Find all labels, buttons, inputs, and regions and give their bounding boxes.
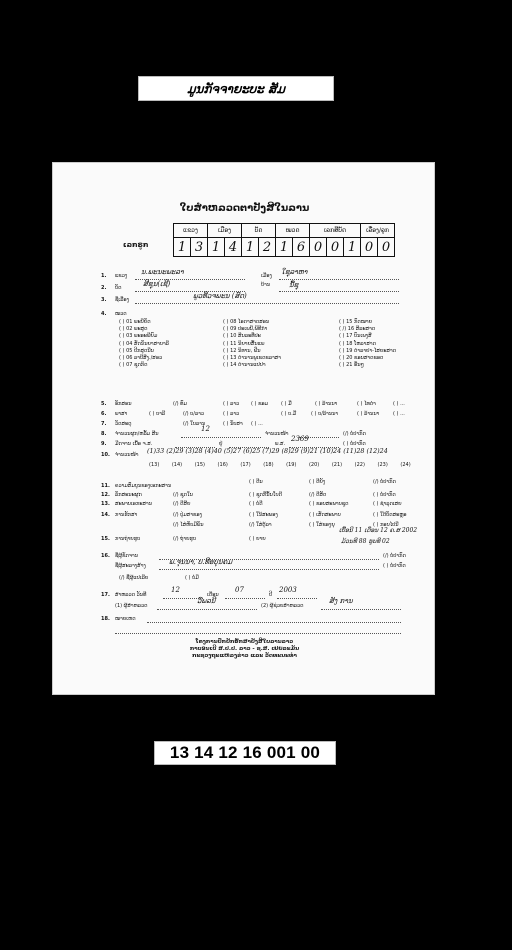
village-value: ນື້ຊຸ bbox=[289, 281, 299, 289]
row-number: 18. bbox=[101, 616, 110, 622]
form-title: ໃບສຳຫລວດຕາປັງສີໃນລານ bbox=[179, 203, 310, 214]
title-value: ພູວທີ່ວຈພະນ (ສົດ) bbox=[193, 292, 247, 300]
category-column-2 bbox=[223, 319, 281, 369]
surveyor-line bbox=[157, 609, 257, 610]
material-option[interactable]: ( ) ... bbox=[251, 421, 263, 427]
preservation-option[interactable]: ( ) ກອບໄປນີ bbox=[373, 522, 399, 528]
row-number: 10. bbox=[101, 452, 110, 458]
row-number: 6. bbox=[101, 411, 107, 417]
script-option[interactable]: (/) ທົມ bbox=[173, 401, 187, 407]
date-label: ມີດຈານ ເນື້ອ ຈ.ສ. bbox=[115, 441, 153, 447]
header-label: ມູນກັຈຈາຍະບະ ສັມ bbox=[138, 76, 334, 101]
photo-label: ການຖ່າຍຮູບ bbox=[115, 536, 141, 542]
category-column-3 bbox=[339, 319, 396, 369]
category-option[interactable]: ( ) 21 ອື່ນໆ bbox=[339, 362, 364, 369]
assistant-value: ສັງ ການ bbox=[329, 597, 353, 605]
bundles-label: ຈຳນວນຜູກ/ຫລັ້ມ ສີນ bbox=[115, 431, 159, 437]
code-table bbox=[173, 223, 395, 257]
title-label: ຊື່ເລື່ອງ bbox=[115, 297, 130, 303]
category-option[interactable]: ( ) 01 ພະບີຍັດ bbox=[119, 319, 151, 325]
pages-option[interactable]: (/) ບໍ່ປາກົດ bbox=[343, 431, 366, 437]
language-option[interactable]: ( ) ລາວ bbox=[223, 411, 240, 417]
footer-line: ກະຊວງຖະແຫລງຂ່າວ ແລະ ວັດທະນະທຳ bbox=[192, 653, 297, 659]
script-option[interactable]: ( ) ຂອມ bbox=[251, 401, 269, 407]
assistant-line bbox=[321, 609, 401, 610]
row-number: 11. bbox=[101, 483, 110, 489]
district-line bbox=[279, 279, 399, 280]
language-option[interactable]: ( ) ບ.ມື bbox=[281, 411, 297, 417]
village-label: ບ້ານ bbox=[261, 282, 271, 288]
translator-option[interactable]: ( ) ບໍ່ມີ bbox=[185, 575, 199, 581]
survey-month-line bbox=[225, 598, 265, 599]
completeness-option[interactable]: ( ) ດີນ bbox=[249, 479, 263, 485]
surveyor-label: (1) ຜູ້ສຳຫລວດ bbox=[115, 603, 148, 609]
language-option[interactable]: ( ) ລ້ານນາ bbox=[357, 411, 380, 417]
script-option[interactable]: ( ) ລ້ານນາ bbox=[315, 401, 338, 407]
language-option[interactable]: ( ) ບ/ລ້ານນາ bbox=[311, 411, 339, 417]
script-option[interactable]: ( ) ... bbox=[393, 401, 405, 407]
date-label-3: ພ.ສ. bbox=[275, 441, 286, 447]
pagecount-value: (1)33 (2)29 (3)28 (4)40 (5)27 (6)25 (7)29 (8)29 (9)21 (10)24 (11)28 (12)24 bbox=[147, 447, 388, 455]
code-digit: 0 bbox=[361, 238, 378, 257]
script-label: ອັກສອນ bbox=[115, 401, 132, 407]
code-header: ເມືອງ bbox=[208, 224, 242, 238]
category-option[interactable]: ( /) 16 ສິລະສາດ bbox=[339, 326, 376, 333]
row-number: 5. bbox=[101, 401, 107, 407]
code-header: ເລື່ອງ/ລູກ bbox=[361, 224, 395, 238]
code-digit: 3 bbox=[191, 238, 208, 257]
category-option[interactable]: ( ) 15 ກົດໝາຍ bbox=[339, 319, 373, 325]
title-line bbox=[135, 303, 399, 304]
script-option[interactable]: ( ) ມື bbox=[281, 401, 292, 407]
footer-line: ກາບອນເບີ ສ.ປ.ປ. ລາວ - ຊ.ສ. ເຢຍລະມັນ bbox=[189, 646, 300, 652]
code-digit: 1 bbox=[174, 238, 191, 257]
binding-option[interactable]: ( ) ຊຸດກີ່ນັ້ນໃບດີ bbox=[249, 492, 282, 498]
preservation-option[interactable]: ( ) ເສັດສະພາບ bbox=[309, 512, 341, 518]
province-label: ແຂວງ bbox=[115, 273, 128, 279]
category-option[interactable]: ( ) 05 ປີກສູດນີນ bbox=[119, 347, 154, 354]
category-option[interactable]: ( ) 18 ໂຫລາສາດ bbox=[339, 340, 376, 347]
code-digit: 0 bbox=[378, 238, 395, 257]
category-option[interactable]: ( ) 10 ສິນລະທີ່ປະ bbox=[223, 333, 261, 340]
scribe-option[interactable]: (/) ບໍ່ປາກົດ bbox=[383, 553, 406, 559]
category-option[interactable]: ( ) 17 ບົນເພງສີ bbox=[339, 333, 372, 340]
row-number: 8. bbox=[101, 431, 107, 437]
code-header: ເລກສີບັດ bbox=[310, 224, 361, 238]
language-option[interactable]: ( ) ... bbox=[393, 411, 405, 417]
category-option[interactable]: ( ) 02 ພະສູດ bbox=[119, 326, 148, 333]
survey-year-label: ປີ bbox=[269, 592, 273, 598]
code-digit: 2 bbox=[259, 238, 276, 257]
photo-option[interactable]: ( ) ຍາຍ bbox=[249, 536, 266, 542]
sponsor-value: ພ.ຈຸນນາ, ບ.ທີອບຸນຄມ bbox=[169, 558, 233, 566]
code-header: ໝວດ bbox=[276, 224, 310, 238]
row-number: 7. bbox=[101, 421, 107, 427]
code-digit: 1 bbox=[344, 238, 361, 257]
material-option[interactable]: ( ) ນັບສາ bbox=[223, 421, 243, 427]
preservation-option[interactable]: (/) ໃສ່ຕູ້ລາ bbox=[249, 522, 272, 528]
sponsor-line bbox=[159, 569, 379, 570]
category-column-1 bbox=[119, 319, 169, 369]
pages-label: ຈຳນວນໜ້າ bbox=[265, 431, 289, 437]
photo-roll: ມ້ວນທີ 88 ຮູບທີ 02 bbox=[341, 538, 390, 545]
row-number: 4. bbox=[101, 311, 107, 317]
code-digit: 6 bbox=[293, 238, 310, 257]
survey-month: 07 bbox=[235, 586, 244, 594]
code-digit: 1 bbox=[276, 238, 293, 257]
category-option[interactable]: ( ) 09 ປະເພນີ,ພິທີກຳ bbox=[223, 326, 268, 333]
code-label: ເລກຣູກ bbox=[123, 241, 149, 249]
row-number: 17. bbox=[101, 592, 110, 598]
remarks-line bbox=[147, 622, 401, 623]
category-option[interactable]: ( ) 20 ຂອນສາດຂອດ bbox=[339, 355, 384, 362]
completeness-option[interactable]: ( ) ດີຍັງ bbox=[309, 479, 326, 485]
completeness-label: ຄວາມສົມບູນຂອງເອກະສານ bbox=[115, 483, 172, 489]
row-number: 15. bbox=[101, 536, 110, 542]
remarks-label: ໝາຍເຫດ bbox=[115, 616, 136, 622]
province-value: ນ.ພະນະພະລາ bbox=[141, 268, 184, 276]
category-option[interactable]: ( ) 12 ນິທານ, ຟືນ bbox=[223, 347, 261, 354]
language-option[interactable]: ( ) ບາລີ bbox=[149, 411, 166, 417]
row-number: 3. bbox=[101, 297, 107, 303]
bundles-line bbox=[181, 437, 261, 438]
sponsor-label: ຊື່ຜູ້ສະລາງສ້າງ bbox=[115, 563, 146, 569]
material-option[interactable]: (/) ໃບລານ bbox=[183, 421, 206, 427]
row-number: 12. bbox=[101, 492, 110, 498]
completeness-option[interactable]: (/) ບໍ່ປາກົດ bbox=[373, 479, 396, 485]
survey-year-line bbox=[277, 598, 317, 599]
language-label: ພາສາ bbox=[115, 411, 128, 417]
district-value: ໃຊຸລາຫາ bbox=[281, 268, 308, 276]
binding-label: ລັກສະນະຜູກ bbox=[115, 492, 142, 498]
material-label: ວັດສະດຸ bbox=[115, 421, 132, 427]
footer-block bbox=[53, 639, 435, 660]
row-number: 9. bbox=[101, 441, 107, 447]
category-option[interactable]: ( ) 03 ພະອະພີຍົມ bbox=[119, 333, 158, 340]
village-line bbox=[279, 291, 399, 292]
preservation-date: ເບື້ອນີ 11 ເດືອນ 12 ຄ.ສ 2002 bbox=[339, 527, 418, 534]
binding-option[interactable]: ( ) ບໍ່ປາກົດ bbox=[373, 492, 396, 498]
survey-date-label: ສໍາຫລວດ ວັນທີ bbox=[115, 592, 147, 598]
preservation-option[interactable]: ( ) ໃສ່ຂອງຍຸ bbox=[309, 522, 335, 528]
district-label: ເມືອງ bbox=[261, 273, 272, 279]
photo-option[interactable]: (/) ຖ່າຍຮູບ bbox=[173, 536, 197, 542]
category-option[interactable]: ( ) 11 ນິຍາຍສັ້ນແພ bbox=[223, 340, 265, 347]
bundles-value: 12 bbox=[201, 425, 210, 433]
category-option[interactable]: ( ) 14 ດຳນານແປປາ bbox=[223, 362, 266, 369]
temple-label: ບັດ bbox=[115, 285, 122, 291]
code-digit: 4 bbox=[225, 238, 242, 257]
temple-value: ສີຊຸນ(ເຊີ) bbox=[143, 280, 171, 288]
sponsor-option[interactable]: ( ) ບໍ່ປາກົດ bbox=[383, 563, 406, 569]
binding-option[interactable]: (/) ດີສັດ bbox=[309, 492, 327, 498]
remarks-line bbox=[115, 633, 401, 634]
binding-option[interactable]: (/) ຊຸດໃນ bbox=[173, 492, 193, 498]
survey-day: 12 bbox=[171, 586, 180, 594]
row-number: 1. bbox=[101, 273, 107, 279]
condition-option[interactable]: ( ) ຊຳລຸດເສຍ bbox=[373, 501, 402, 507]
category-label: ໝວດ bbox=[115, 311, 127, 317]
code-header: ແຂວງ bbox=[174, 224, 208, 238]
category-option[interactable]: ( ) 04 ສັດນັນຍາສາບາລີ bbox=[119, 340, 169, 347]
date-label-2: ຢູ່ bbox=[219, 441, 223, 447]
preservation-label: ການຮັກສາ bbox=[115, 512, 138, 518]
category-option[interactable]: ( ) 13 ດຳນານພູເຂດຂລາສາ bbox=[223, 355, 282, 362]
category-option[interactable]: ( ) 19 ດຳລາຢາ-ໄສຍະສາດ bbox=[339, 347, 397, 354]
code-digit: 0 bbox=[310, 238, 327, 257]
code-digit: 1 bbox=[208, 238, 225, 257]
condition-label: ສະພາບເອກະສານ bbox=[115, 501, 152, 507]
code-digit: 1 bbox=[242, 238, 259, 257]
script-option[interactable]: ( ) ໄທດຳ bbox=[357, 401, 376, 407]
footer-line: ໂຄງການປົກປັກຮັກສາປັງສີໃບລານລາວ bbox=[195, 639, 294, 645]
row-number: 2. bbox=[101, 285, 107, 291]
date-option[interactable]: ( ) ບໍ່ປາກົດ bbox=[343, 441, 366, 447]
row-number: 16. bbox=[101, 553, 110, 559]
translator-option[interactable]: (/) ຊື່ຜູ້ແປເລີຍ bbox=[119, 575, 149, 581]
assistant-label: (2) ຜູ້ຊ່ວຍສໍາຫລວດ bbox=[261, 603, 304, 609]
date-value: 2369 bbox=[291, 435, 309, 443]
pagecount-numbers: (13) (14) (15) (16) (17) (18) (19) (20) (21) (22) (23) (24) bbox=[149, 462, 411, 468]
footer-label: 13 14 12 16 001 00 bbox=[154, 741, 336, 765]
row-number: 13. bbox=[101, 501, 110, 507]
code-header: ບັດ bbox=[242, 224, 276, 238]
scribe-label: ຊື່ຜູ້ຂັດຈານ bbox=[115, 553, 139, 559]
language-option[interactable]: (/) ບ/ລາວ bbox=[183, 411, 205, 417]
category-option[interactable]: ( ) 07 ຊຸດກິດ bbox=[119, 362, 148, 369]
preservation-option[interactable]: (/) ໄສ່ຫັບມີພັນ bbox=[173, 522, 204, 528]
category-option[interactable]: ( ) 08 ໄອດາສາດສອນ bbox=[223, 319, 270, 325]
surveyor-value: ວົພລນີ bbox=[197, 597, 216, 605]
condition-option[interactable]: ( ) ຂອບສະພາບຊຸດ bbox=[309, 501, 349, 507]
preservation-option[interactable]: ( ) ໃດ້ບັດສະຫຼອ bbox=[373, 512, 407, 518]
preservation-option[interactable]: (/) ປຸ່ມສາຂອງ bbox=[173, 512, 203, 518]
condition-option[interactable]: ( ) ບໍ່ດີ bbox=[249, 501, 263, 507]
pagecount-label: ຈຳນວນໜ້າ bbox=[115, 452, 139, 458]
code-digit: 0 bbox=[327, 238, 344, 257]
script-option[interactable]: ( ) ລາວ bbox=[223, 401, 240, 407]
condition-option[interactable]: (/) ດີສີຍ bbox=[173, 501, 191, 507]
row-number: 14. bbox=[101, 512, 110, 518]
survey-year: 2003 bbox=[279, 586, 297, 594]
category-option[interactable]: ( ) 06 ລາບີສີງ./ສອວ bbox=[119, 355, 163, 362]
preservation-option[interactable]: ( ) ໃນ້ສະພອງ bbox=[249, 512, 278, 518]
survey-month-label: ເດືອນ bbox=[207, 592, 219, 598]
document-page bbox=[52, 162, 435, 695]
